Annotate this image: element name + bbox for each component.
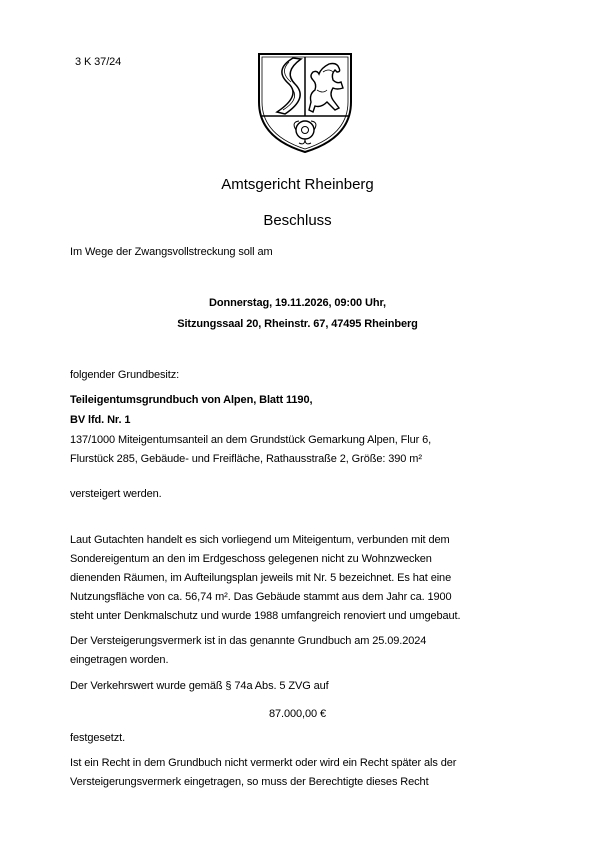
appraisal-line: Sondereigentum an den im Erdgeschoss gelegenen nicht zu Wohnzwecken [70,553,432,565]
register-line: Teileigentumsgrundbuch von Alpen, Blatt 1190, [70,394,313,406]
value-amount: 87.000,00 € [268,708,326,720]
registration-line: Der Versteigerungsvermerk ist in das genannte Grundbuch am 25.09.2024 [70,635,427,647]
auction-date: Donnerstag, 19.11.2026, 09:00 Uhr, [209,297,386,309]
rights-line: Ist ein Recht in dem Grundbuch nicht vermerkt oder wird ein Recht später als der [70,757,457,769]
court-name: Amtsgericht Rheinberg [221,176,374,193]
document-type: Beschluss [263,212,332,229]
value-outro: festgesetzt. [70,732,126,744]
property-desc-line: Flurstück 285, Gebäude- und Freifläche, Rathausstraße 2, Größe: 390 m² [70,453,422,465]
intro-text: Im Wege der Zwangsvollstreckung soll am [70,246,273,258]
appraisal-line: Nutzungsfläche von ca. 56,74 m². Das Gebäude stammt aus dem Jahr ca. 1900 [70,591,452,603]
value-intro: Der Verkehrswert wurde gemäß § 74a Abs. 5 ZVG auf [70,680,329,692]
appraisal-line: dienenden Räumen, im Aufteilungsplan jeweils mit Nr. 5 bezeichnet. Es hat eine [70,572,452,584]
auction-text: versteigert werden. [70,488,162,500]
appraisal-line: steht unter Denkmalschutz und wurde 1988 umfangreich renoviert und umgebaut. [70,610,461,622]
coat-of-arms-seal [255,50,355,156]
property-desc-line: 137/1000 Miteigentumsanteil an dem Grundstück Gemarkung Alpen, Flur 6, [70,434,432,446]
appraisal-line: Laut Gutachten handelt es sich vorliegend um Miteigentum, verbunden mit dem [70,534,450,546]
bv-line: BV lfd. Nr. 1 [70,414,131,426]
registration-line: eingetragen worden. [70,654,169,666]
rights-line: Versteigerungsvermerk eingetragen, so muss der Berechtigte dieses Recht [70,776,429,788]
auction-place: Sitzungssaal 20, Rheinstr. 67, 47495 Rheinberg [177,318,418,330]
case-number: 3 K 37/24 [75,56,122,68]
property-label: folgender Grundbesitz: [70,369,180,381]
